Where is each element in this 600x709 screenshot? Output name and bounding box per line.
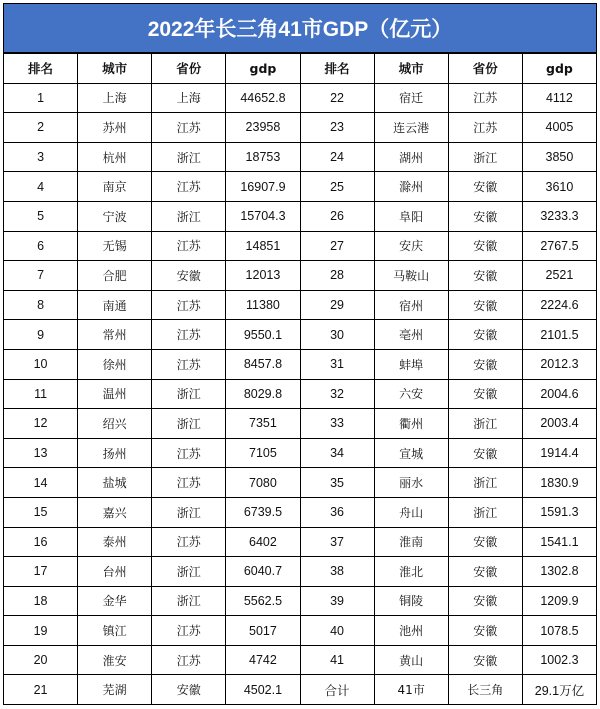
gdp-cell: 1830.9: [522, 468, 596, 498]
header-rank: 排名: [4, 54, 78, 84]
table-row: [4, 142, 597, 172]
gdp-cell: 3610: [522, 172, 596, 202]
province-cell: 江苏: [152, 438, 226, 468]
province-cell: 浙江: [152, 497, 226, 527]
province-cell: 安徽: [448, 557, 522, 587]
province-cell: 江苏: [152, 172, 226, 202]
rank-cell: 23: [300, 113, 374, 143]
header-city: 城市: [78, 54, 152, 84]
rank-cell: 11: [4, 379, 78, 409]
gdp-cell: 7105: [226, 438, 300, 468]
province-cell: 安徽: [448, 261, 522, 291]
rank-cell: 30: [300, 320, 374, 350]
city-cell: 宿迁: [374, 83, 448, 113]
rank-cell: 24: [300, 142, 374, 172]
header-province-2: 省份: [448, 54, 522, 84]
rank-cell: 1: [4, 83, 78, 113]
city-cell: 淮北: [374, 557, 448, 587]
table-row: [4, 645, 597, 675]
gdp-cell: 12013: [226, 261, 300, 291]
table-row: [4, 675, 597, 705]
province-cell: 浙江: [152, 586, 226, 616]
gdp-table: [3, 53, 597, 705]
city-cell: 绍兴: [78, 409, 152, 439]
province-cell: 安徽: [448, 172, 522, 202]
province-cell: 浙江: [152, 142, 226, 172]
rank-cell: 6: [4, 231, 78, 261]
gdp-cell: 44652.8: [226, 83, 300, 113]
province-cell: 安徽: [448, 290, 522, 320]
rank-cell: 27: [300, 231, 374, 261]
city-cell: 阜阳: [374, 201, 448, 231]
city-cell: 舟山: [374, 497, 448, 527]
gdp-cell: 2224.6: [522, 290, 596, 320]
table-row: [4, 616, 597, 646]
rank-cell: 7: [4, 261, 78, 291]
province-cell: 江苏: [152, 231, 226, 261]
city-cell: 马鞍山: [374, 261, 448, 291]
gdp-cell: 1541.1: [522, 527, 596, 557]
table-row: [4, 379, 597, 409]
province-cell: 浙江: [448, 468, 522, 498]
header-gdp-2: gdp: [522, 54, 596, 84]
city-cell: 扬州: [78, 438, 152, 468]
city-cell: 宣城: [374, 438, 448, 468]
rank-cell: 38: [300, 557, 374, 587]
city-cell: 无锡: [78, 231, 152, 261]
table-row: [4, 290, 597, 320]
table-row: [4, 320, 597, 350]
gdp-cell: 2004.6: [522, 379, 596, 409]
city-cell: 温州: [78, 379, 152, 409]
province-cell: 安徽: [448, 616, 522, 646]
province-cell: 江苏: [448, 113, 522, 143]
city-cell: 滁州: [374, 172, 448, 202]
rank-cell: 18: [4, 586, 78, 616]
city-cell: 芜湖: [78, 675, 152, 705]
province-cell: 安徽: [448, 231, 522, 261]
city-cell: 合肥: [78, 261, 152, 291]
gdp-cell: 2012.3: [522, 349, 596, 379]
province-cell: 江苏: [152, 468, 226, 498]
gdp-cell: 3850: [522, 142, 596, 172]
gdp-table-container: [3, 3, 597, 705]
rank-cell: 4: [4, 172, 78, 202]
city-cell: 南京: [78, 172, 152, 202]
rank-cell: 36: [300, 497, 374, 527]
city-cell: 池州: [374, 616, 448, 646]
province-cell: 江苏: [152, 645, 226, 675]
province-cell: 江苏: [448, 83, 522, 113]
rank-cell: 20: [4, 645, 78, 675]
province-cell: 上海: [152, 83, 226, 113]
rank-cell: 26: [300, 201, 374, 231]
province-cell: 浙江: [448, 409, 522, 439]
province-cell: 安徽: [152, 261, 226, 291]
city-cell: 安庆: [374, 231, 448, 261]
gdp-cell: 14851: [226, 231, 300, 261]
province-cell: 浙江: [448, 497, 522, 527]
table-title: 2022年长三角41市GDP（亿元）: [3, 3, 597, 53]
gdp-cell: 11380: [226, 290, 300, 320]
gdp-cell: 7351: [226, 409, 300, 439]
table-row: [4, 83, 597, 113]
city-cell: 淮南: [374, 527, 448, 557]
city-cell: 蚌埠: [374, 349, 448, 379]
province-cell: 安徽: [448, 320, 522, 350]
rank-cell: 9: [4, 320, 78, 350]
city-cell: 嘉兴: [78, 497, 152, 527]
province-cell: 安徽: [448, 201, 522, 231]
gdp-cell: 1914.4: [522, 438, 596, 468]
gdp-cell: 1209.9: [522, 586, 596, 616]
table-row: [4, 438, 597, 468]
table-row: [4, 113, 597, 143]
province-cell: 安徽: [448, 586, 522, 616]
rank-cell: 25: [300, 172, 374, 202]
rank-cell: 合计: [300, 675, 374, 705]
table-row: [4, 557, 597, 587]
rank-cell: 22: [300, 83, 374, 113]
rank-cell: 37: [300, 527, 374, 557]
province-cell: 安徽: [448, 645, 522, 675]
province-cell: 安徽: [448, 379, 522, 409]
rank-cell: 40: [300, 616, 374, 646]
rank-cell: 15: [4, 497, 78, 527]
header-gdp: gdp: [226, 54, 300, 84]
rank-cell: 12: [4, 409, 78, 439]
province-cell: 浙江: [448, 142, 522, 172]
table-row: [4, 261, 597, 291]
rank-cell: 28: [300, 261, 374, 291]
city-cell: 台州: [78, 557, 152, 587]
province-cell: 长三角: [448, 675, 522, 705]
province-cell: 浙江: [152, 409, 226, 439]
table-row: [4, 201, 597, 231]
gdp-cell: 23958: [226, 113, 300, 143]
rank-cell: 31: [300, 349, 374, 379]
city-cell: 徐州: [78, 349, 152, 379]
gdp-cell: 4112: [522, 83, 596, 113]
table-row: [4, 586, 597, 616]
city-cell: 连云港: [374, 113, 448, 143]
gdp-cell: 1002.3: [522, 645, 596, 675]
gdp-cell: 9550.1: [226, 320, 300, 350]
province-cell: 江苏: [152, 290, 226, 320]
rank-cell: 34: [300, 438, 374, 468]
gdp-cell: 6402: [226, 527, 300, 557]
gdp-cell: 29.1万亿: [522, 675, 596, 705]
gdp-cell: 4742: [226, 645, 300, 675]
province-cell: 安徽: [448, 527, 522, 557]
city-cell: 淮安: [78, 645, 152, 675]
province-cell: 安徽: [448, 349, 522, 379]
gdp-cell: 1302.8: [522, 557, 596, 587]
rank-cell: 8: [4, 290, 78, 320]
city-cell: 黄山: [374, 645, 448, 675]
city-cell: 杭州: [78, 142, 152, 172]
rank-cell: 3: [4, 142, 78, 172]
gdp-cell: 2767.5: [522, 231, 596, 261]
province-cell: 浙江: [152, 201, 226, 231]
city-cell: 丽水: [374, 468, 448, 498]
rank-cell: 39: [300, 586, 374, 616]
rank-cell: 29: [300, 290, 374, 320]
city-cell: 铜陵: [374, 586, 448, 616]
gdp-cell: 6040.7: [226, 557, 300, 587]
gdp-cell: 3233.3: [522, 201, 596, 231]
rank-cell: 13: [4, 438, 78, 468]
gdp-cell: 2101.5: [522, 320, 596, 350]
header-rank-2: 排名: [300, 54, 374, 84]
gdp-cell: 8029.8: [226, 379, 300, 409]
city-cell: 南通: [78, 290, 152, 320]
province-cell: 江苏: [152, 320, 226, 350]
rank-cell: 33: [300, 409, 374, 439]
table-row: [4, 527, 597, 557]
province-cell: 江苏: [152, 113, 226, 143]
table-row: [4, 497, 597, 527]
province-cell: 安徽: [448, 438, 522, 468]
rank-cell: 35: [300, 468, 374, 498]
table-row: [4, 468, 597, 498]
table-row: [4, 349, 597, 379]
city-cell: 金华: [78, 586, 152, 616]
city-cell: 衢州: [374, 409, 448, 439]
gdp-cell: 5017: [226, 616, 300, 646]
gdp-cell: 4502.1: [226, 675, 300, 705]
city-cell: 六安: [374, 379, 448, 409]
gdp-cell: 15704.3: [226, 201, 300, 231]
gdp-cell: 4005: [522, 113, 596, 143]
rank-cell: 5: [4, 201, 78, 231]
table-body: [4, 83, 597, 704]
rank-cell: 2: [4, 113, 78, 143]
gdp-cell: 8457.8: [226, 349, 300, 379]
table-row: [4, 231, 597, 261]
city-cell: 宿州: [374, 290, 448, 320]
city-cell: 41市: [374, 675, 448, 705]
city-cell: 泰州: [78, 527, 152, 557]
province-cell: 浙江: [152, 379, 226, 409]
rank-cell: 19: [4, 616, 78, 646]
city-cell: 镇江: [78, 616, 152, 646]
province-cell: 江苏: [152, 527, 226, 557]
table-row: [4, 409, 597, 439]
province-cell: 浙江: [152, 557, 226, 587]
gdp-cell: 16907.9: [226, 172, 300, 202]
header-row: [4, 54, 597, 84]
table-row: [4, 172, 597, 202]
city-cell: 上海: [78, 83, 152, 113]
rank-cell: 14: [4, 468, 78, 498]
gdp-cell: 2003.4: [522, 409, 596, 439]
province-cell: 江苏: [152, 349, 226, 379]
city-cell: 苏州: [78, 113, 152, 143]
header-city-2: 城市: [374, 54, 448, 84]
province-cell: 江苏: [152, 616, 226, 646]
city-cell: 盐城: [78, 468, 152, 498]
city-cell: 常州: [78, 320, 152, 350]
gdp-cell: 2521: [522, 261, 596, 291]
rank-cell: 41: [300, 645, 374, 675]
rank-cell: 21: [4, 675, 78, 705]
city-cell: 亳州: [374, 320, 448, 350]
gdp-cell: 5562.5: [226, 586, 300, 616]
gdp-cell: 1078.5: [522, 616, 596, 646]
city-cell: 宁波: [78, 201, 152, 231]
city-cell: 湖州: [374, 142, 448, 172]
province-cell: 安徽: [152, 675, 226, 705]
gdp-cell: 6739.5: [226, 497, 300, 527]
header-province: 省份: [152, 54, 226, 84]
gdp-cell: 1591.3: [522, 497, 596, 527]
rank-cell: 16: [4, 527, 78, 557]
rank-cell: 10: [4, 349, 78, 379]
rank-cell: 32: [300, 379, 374, 409]
gdp-cell: 7080: [226, 468, 300, 498]
gdp-cell: 18753: [226, 142, 300, 172]
rank-cell: 17: [4, 557, 78, 587]
